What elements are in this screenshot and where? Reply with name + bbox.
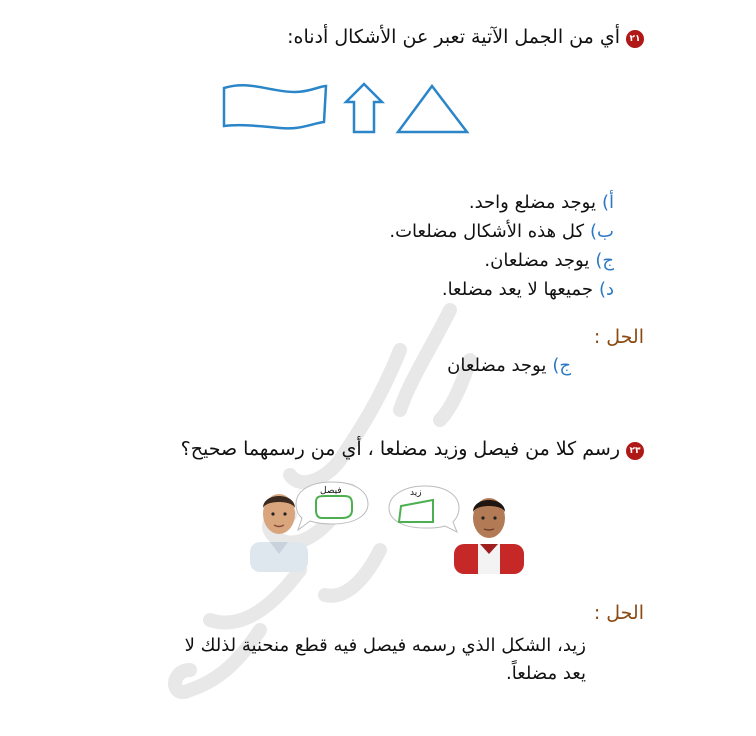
answer-text: يوجد مضلعان xyxy=(447,355,547,376)
answer-line-2: يعد مضلعاً. xyxy=(506,663,586,684)
option-c[interactable]: ج)يوجد مضلعان. xyxy=(484,250,614,271)
solution-answer-21 xyxy=(447,355,571,376)
zaid-name-label: زيد xyxy=(410,488,422,498)
flag-icon xyxy=(224,85,326,128)
question-number-badge: ٢١ xyxy=(626,30,644,48)
faisal-name-label: فيصل xyxy=(320,486,342,496)
option-a[interactable]: أ)يوجد مضلع واحد. xyxy=(468,192,614,213)
q21-shapes xyxy=(220,80,475,140)
q21-options xyxy=(389,188,614,304)
question-number-badge: ٢٣ xyxy=(626,442,644,460)
q23-illustration xyxy=(240,478,530,573)
option-d[interactable]: د)جميعها لا يعد مضلعا. xyxy=(441,279,614,300)
option-b[interactable]: ب)كل هذه الأشكال مضلعات. xyxy=(389,221,614,242)
answer-line-1: زيد، الشكل الذي رسمه فيصل فيه قطع منحنية لذلك لا xyxy=(184,635,586,656)
answer-letter: ج) xyxy=(552,355,571,376)
question-text: أي من الجمل الآتية تعبر عن الأشكال أدناه: xyxy=(287,26,620,48)
question-23 xyxy=(181,438,644,460)
solution-label-21: الحل : xyxy=(593,326,644,348)
question-text: رسم كلا من فيصل وزيد مضلعا ، أي من رسمهما صحيح؟ xyxy=(180,438,620,460)
up-arrow-icon xyxy=(346,84,382,132)
solution-answer-23 xyxy=(26,632,586,688)
question-21 xyxy=(287,26,644,48)
boy-zaid-image xyxy=(450,490,528,574)
solution-label-23: الحل : xyxy=(593,602,644,624)
triangle-icon xyxy=(398,86,467,132)
